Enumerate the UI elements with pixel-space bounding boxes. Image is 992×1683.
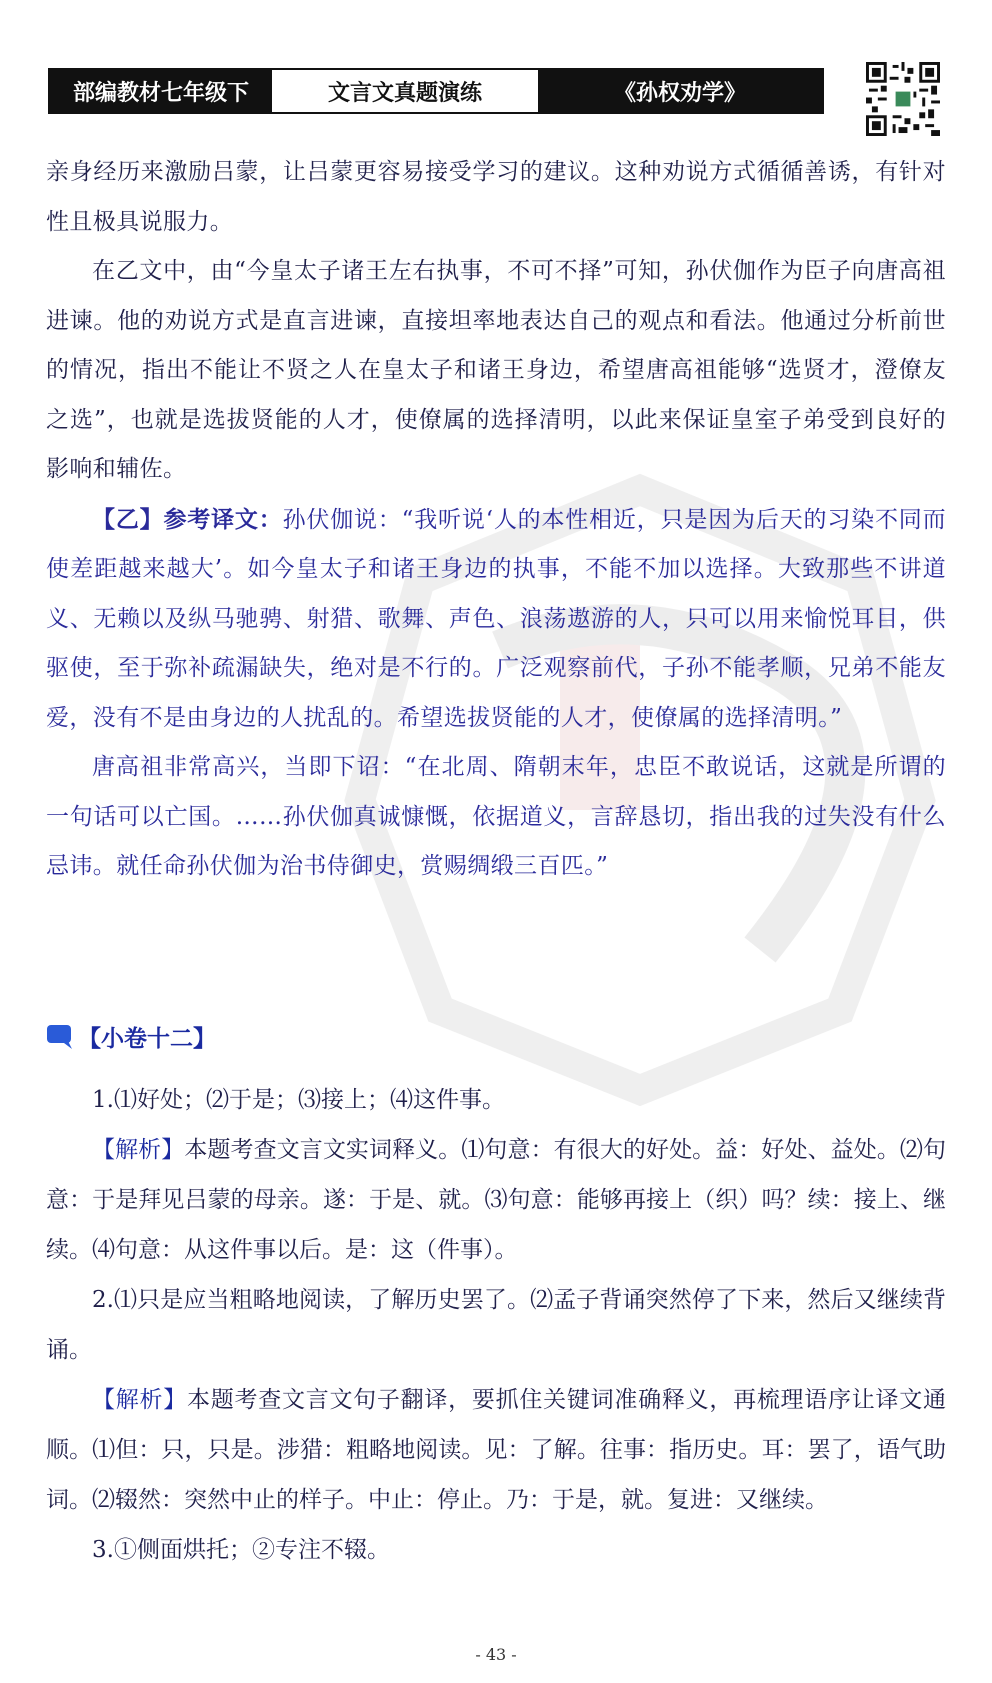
speech-bubble-icon (46, 1024, 74, 1050)
translation-text: 孙伏伽说：“我听说‘人的本性相近，只是因为后天的习染不同而使差距越来越大’。如今皇太子和诸王身边的执事，不能不加以选择。大致那些不讲道义、无赖以及纵马驰骋、射猎、歌舞、声色、浪荡遨游的人，只可以用来愉悦耳目，供驱使，至于弥补疏漏缺失，绝对是不行的。广泛观察前代，子孙不能孝顺，兄弟不能友爱，没有不是由身边的人扰乱的。希望选拔贤能的人才，使僚属的选择清明。” (46, 506, 946, 731)
translation-paragraph (46, 495, 946, 744)
translation-paragraph-2: 唐高祖非常高兴，当即下诏：“在北周、隋朝末年，忠臣不敢说话，这就是所谓的一句话可以亡国。……孙伏伽真诚慷慨，依据道义，言辞恳切，指出我的过失没有什么忌讳。就任命孙伏伽为治书侍御史，赏赐绸缎三百匹。” (46, 754, 946, 879)
translation-label: 【乙】参考译文： (92, 505, 283, 533)
header-topic: 文言文真题演练 (272, 70, 538, 112)
header-bar (48, 68, 824, 114)
answer-2-analysis (46, 1375, 946, 1525)
section-title: 【小卷十二】 (78, 1025, 216, 1052)
paragraph-analysis: 在乙文中，由“今皇太子诸王左右执事，不可不择”可知，孙伏伽作为臣子向唐高祖进谏。他的劝说方式是直言进谏，直接坦率地表达自己的观点和看法。他通过分析前世的情况，指出不能让不贤之人在皇太子和诸王身边，希望唐高祖能够“选贤才，澄僚友之选”，也就是选拔贤能的人才，使僚属的选择清明，以此来保证皇室子弟受到良好的影响和辅佐。 (46, 258, 946, 482)
header-grade: 部编教材七年级下 (50, 70, 272, 112)
section-heading (46, 1020, 216, 1053)
header-lesson: 《孙权劝学》 (538, 70, 822, 112)
answers-block (46, 1075, 946, 1575)
analysis-label: 【解析】 (92, 1137, 185, 1163)
analysis-text: 本题考查文言文实词释义。⑴句意：有很大的好处。益：好处、益处。⑵句意：于是拜见吕蒙的母亲。遂：于是、就。⑶句意：能够再接上（织）吗？续：接上、继续。⑷句意：从这件事以后。是：这（件事）。 (46, 1137, 947, 1263)
analysis-label: 【解析】 (92, 1387, 187, 1413)
page-number: - 43 - (475, 1645, 517, 1664)
answer-1-analysis (46, 1125, 946, 1275)
paragraph-continuation: 亲身经历来激励吕蒙，让吕蒙更容易接受学习的建议。这种劝说方式循循善诱，有针对性且极具说服力。 (46, 159, 946, 235)
answer-1: 1.⑴好处；⑵于是；⑶接上；⑷这件事。 (92, 1087, 505, 1113)
answer-2: 2.⑴只是应当粗略地阅读，了解历史罢了。⑵孟子背诵突然停了下来，然后又继续背诵。 (46, 1287, 946, 1363)
qr-code-icon[interactable] (866, 62, 940, 136)
main-content (46, 148, 946, 892)
answer-3: 3.①侧面烘托；②专注不辍。 (92, 1537, 390, 1563)
analysis-text: 本题考查文言文句子翻译，要抓住关键词准确释义，再梳理语序让译文通顺。⑴但：只，只是。涉猎：粗略地阅读。见：了解。往事：指历史。耳：罢了，语气助词。⑵辍然：突然中止的样子。中止：停止。乃：于是，就。复进：又继续。 (46, 1387, 947, 1513)
